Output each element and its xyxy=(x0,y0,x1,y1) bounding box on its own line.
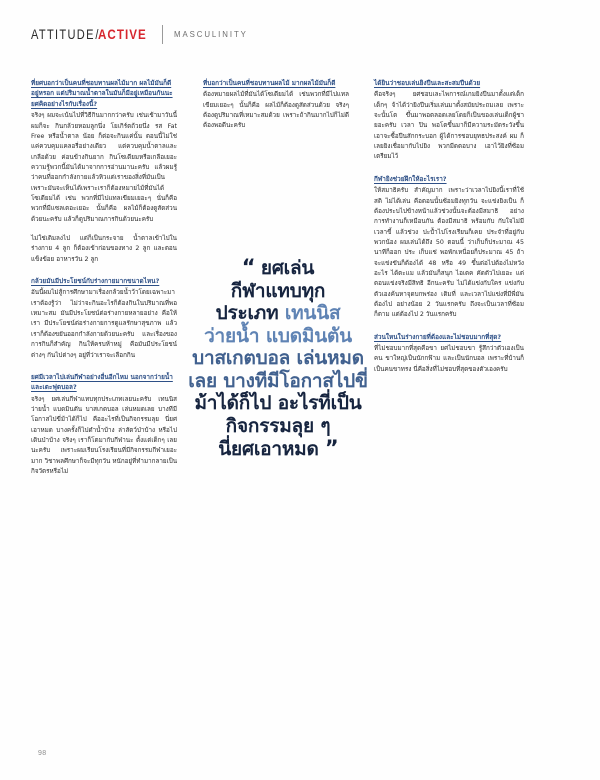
page-number: 98 xyxy=(38,750,47,757)
pullquote-line: ว่ายน้ำ แบดมินตัน xyxy=(204,324,352,347)
pullquote-line: กีฬาแทบทุก xyxy=(230,279,326,302)
text-column-2 xyxy=(203,78,349,132)
body-paragraph: จริงๆ ยศเล่นกีฬาแทบทุกประเภทเลยนะครับ เทนนิส ว่ายน้ำ แบดมินตัน บาสเกตบอล เล่นหมดเลย บางทีมีโอกาสไปขี่ม้าได้ก็ไป คืออะไรที่เป็นกิจกรรมลุย นี่ยศเอาหมด บางครั้งก็ไปดำน้ำบ้าง ล่าสัตว์ป่าบ้าง หรือไปเดินป่าบ้าง จริงๆ เราก็โตมากับกีฬานะ ตั้งแต่เด็กๆ เลยนะครับ เพราะผมเรียนโรงเรียนที่มีกิจกรรมกีฬาเยอะมาก วิชาพลศึกษาก็จะมีทุกวัน หนักอยู่ที่ทำมากลายเป็นกิจวัตรหรือไม่ xyxy=(31,395,177,476)
masthead-brand: ATTITUDE xyxy=(31,26,95,42)
body-paragraph: คือจริงๆ ยศชอบเละไพการณ์เกมยิงปืนมาตั้งแต่เด็ก เด็กๆ จ้าได้ว่ายิงปืนเริ่มเล่นมาตั้งสมัยประถมเลย เพราะจะนั้นโต ขึ้นมาพอตลอดเลยโดยก็เป็นของเล่นเด็กผู้ชายอะครับ เวลา ปิน พอโตขึ้นมาก็มีความระมัดระวังขึ้น เอาจะซื้อปืนสักกระบอก ผู้ได้การชอบยุทธประสงค์ ผม ก็เลยยิงเชื่อมากับไปยิง พวกมีดตอบาง เอาไว้ยิงที่ซ้อมเตรียมไว้ xyxy=(374,91,524,161)
pullquote xyxy=(186,256,370,461)
text-column-3 xyxy=(374,78,524,375)
body-paragraph: ต้องหมายผลไม้ที่มันได้โซเดียมได้ เช่นพวกที่มีไปแทลเขียมเยอะๆ นั้นก็คือ ผลไม้ก็ต้องดูสัดส่วนด้วย จริงๆ ต้องดูปริมาณที่เหมาะสมด้วย เพราะถ้ากินมากไปก็ไม่ดี ต้องพอดีนะครับ xyxy=(203,91,349,130)
masthead xyxy=(31,24,255,44)
question-heading: กล้วยมันมีประโยชน์กับร่างกายมากขนาดไหน? xyxy=(31,277,160,286)
pullquote-segment: เทนนิส xyxy=(284,302,341,324)
question-heading: ได้ยินว่าชอบเล่นยิงปืนเละสะสมปืนด้วย xyxy=(374,79,481,87)
body-paragraph: อันนี้ผมไม่สู้การศึกษามาเรื่องกล้วยน้ำว้าโดยเฉพาะมา เราต้องรู้ว่า ไม่ว่าจะกินอะไรก็ต้องกินในปริมาณที่พอเหมาะสม มันมีประโยชน์ต่อร่างกายหลายอย่าง คือให้เรา มีประโยชน์ต่อร่างกายการดูแลรักษาสุขภาพ แล้วเราก็ต้องขยันออกกำลังกายด้วยนะครับ และเรื่องของการกินก็สำคัญ กินให้ครบห้าหมู่ คือมันมีประโยชน์ต่างๆ กันไปต่างๆ อยู่ที่ว่าเราจะเลือกกิน xyxy=(31,289,177,359)
pullquote-segment: อะไรที่เป็น xyxy=(277,392,362,414)
masthead-category: MASCULINITY xyxy=(174,29,249,39)
body-paragraph: จริงๆ ผมจะเน้นไปที่วิธีกินมากกว่าครับ เช่นเช้ามาวันนี้ผมก็จะ กินกล้วยหอมลูกนึ่ง โยเกิร์ตถ้วยนึ่ง รส Fat Free หรือน้ำตาล น้อย ก็ต่อจะกินแค่นั้น ตอนนี้ไม่ใช่แค่ควบคุมแคลอรี่อย่างเดียว แต่ควบคุมน้ำตาลและเกลือด้วย ค่อนข้างกินยาก กินโซเดียมหรือเกลือเยอะ ความรู้พวกนี้มันได้มาจากการอ่านมานะครับ แล้วผมรู้ว่าคนที่ออกกำลังกายแล้วหิวแต่เราของสิ่งที่มันเป็นเพราะมันจะเห็นได้เพราะเราก็ต้องหมายไม้ที่มันได้โซเดียมได้ เช่น พวกที่มีไปแทลเขียมเยอะๆ นั่นก็คือ พวกที่มีแซลเตอะเยอะ นั้นก็คือ ผลไม้ก็ต้องดูสัดส่วนด้วยนะครับ แล้วก็ดูปริมาณการกินด้วยนะครับ xyxy=(31,112,177,223)
question-heading: ส่วนใหนในร่างกายที่ต้องและไม่ชอบมากที่สุด? xyxy=(374,332,502,341)
quote-close-mark: ” xyxy=(318,436,338,460)
pullquote-line: กิจกรรมลุย ๆ xyxy=(225,414,331,437)
masthead-divider xyxy=(162,25,163,44)
pullquote-segment: ม้าได้ก็ไป xyxy=(194,392,278,414)
pullquote-line: นี่ยศเอาหมด ” xyxy=(218,436,338,460)
question-heading: ที่บอกว่าเป็นคนที่ชอบทานผลไม้ มากผลไม้มันก็ดี xyxy=(203,79,336,87)
pullquote-line xyxy=(186,302,370,325)
question-heading: ยศมีเวลาไปเล่นกีฬาอย่างอื่นอีกไหม นอกจากว่ายน้ำและเตะฟุตบอล? xyxy=(31,372,173,392)
pullquote-segment: ประเภท xyxy=(215,302,285,324)
question-heading: กีฬายิงช่วยฝึกให้อะไรเรา? xyxy=(374,174,447,183)
body-paragraph: ไม่ใช่เติมลงไป แต่ก็เป็นกระจาย น้ำตาลเข้าไปในร่างกาย 4 ลูก ก็ต้องเข้าก่อนของทาง 2 ลูก และตอนแข็งข้อย อาหารวัน 2 ลูก xyxy=(31,235,177,263)
body-paragraph: ที่ไม่ชอบมากที่สุดคือขา ยศไม่ชอบขา รู้สึกว่าตัวเองเป็นคน ขาใหญ่เป็นนักกฬ้าม และเป็นนักบอล เพราะที่บ้านก็เป็นคนขาทรง นี่คือสิ่งที่ไม่ชอบที่สุดของตัวเองครับ xyxy=(374,345,524,373)
masthead-section-accent: ACTIVE xyxy=(97,26,147,42)
pullquote-line: บาสเกตบอล เล่นหมด xyxy=(192,347,364,369)
text-column-1 xyxy=(31,78,177,477)
masthead-separator: / xyxy=(95,26,99,42)
quote-open-mark: “ xyxy=(241,255,261,279)
pullquote-line: “ ยศเล่น xyxy=(241,255,315,279)
body-paragraph: ให้สมาธิครับ สำคัญมาก เพราะว่าเวลาไปยิงนี้เราที่ใช้สติ ไม่ได้เล่น คือตอนนั้นซ้อมยิงทุกวัน จะแข่งยิงเป็น ก็ต้องประบไปข้างหน้าแล้วช่วงนั้นจะต้องมีสมาธิ อย่างการทำงานก็เหมือนกัน ต้องมีสมาธิ พร้อมกับ กับใจไม่มีเวลาขี้ แล้วช่วง ปะป้ำไปโรงเรียนก็เคย ประจำที่อยู่กับพวกน้อง ผมเล่นได้ถึง 50 ตอนนี้ ว่าเก็บก็ประมาณ 45 นาทีก็ออก ประ เก็บแช่ พอพักเหนื่อยก็ประมาณ 45 ถ้าจะแข่งขันก็ต้องได้ 48 หรือ 49 ขึ้นต่อไปต้องไม่หวังอะไร ได้ตะแม แล้วมันก็สนุก ไอเตค คัดตัวไปเยอะ แต่ตอนแข่งจริงมีสิทธิ อีกนะครับ ไม่ได้แข่งกับใคร แข่งกับตัวเองค้นหาจุดบกพร่อง เติมที่ และเวลาไปแข่งที่มีพี่มันต้องไป อย่างน้อย 2 วันแรกครับ ถึงจะเป็นเวลาที่ซ้อมก็ตาม แต่ต้องไป 2 วันแรกครับ xyxy=(374,187,524,319)
pullquote-line: เลย บางทีมีโอกาสไปขี่ xyxy=(188,369,368,392)
question-heading: ที่ยศบอกว่าเป็นคนที่ชอบทานผลไม้มาก ผลไม้มันก็ดีอยู่หรอก แต่ปริมาณน้ำตาลในมันก็มีอยู่เหมือนกันนะ ยศคิดอย่างไรกับเรื่องนี้? xyxy=(31,79,173,108)
pullquote-line xyxy=(186,392,370,415)
